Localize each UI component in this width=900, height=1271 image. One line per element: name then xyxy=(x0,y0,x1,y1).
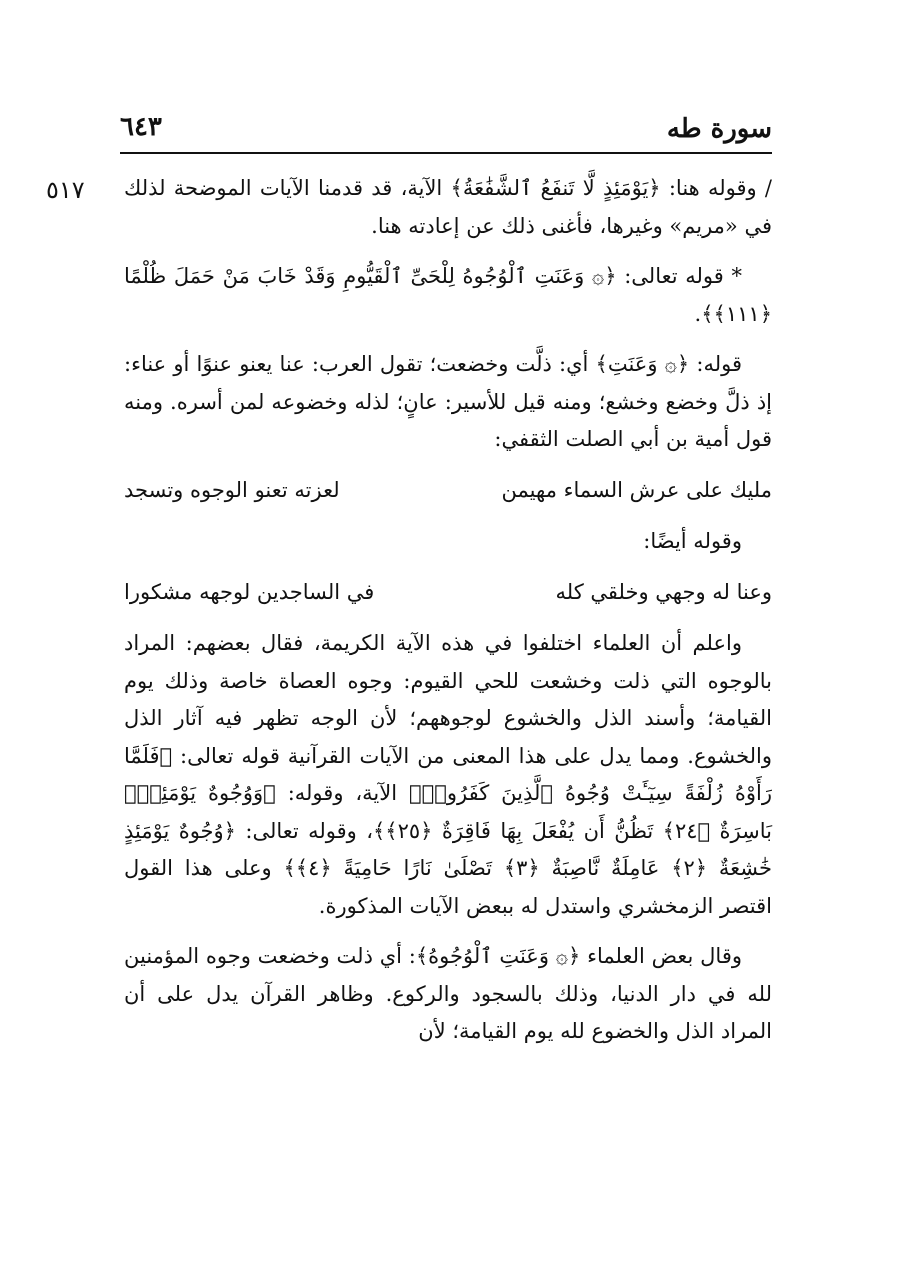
page-number: ٦٤٣ xyxy=(120,112,162,142)
verse-intro: وقوله أيضًا: xyxy=(643,529,742,553)
paragraph-explanation: قوله: ﴿۞ وَعَنَتِ﴾ أي: ذلَّت وخضعت؛ تقول العرب: عنا يعنو عنوًا أو عناء: إذ ذلَّ وخضع وخشع؛ ومنه قيل للأسير: عانٍ؛ لذله وخضوعه لمن أسره. ومنه قول أمية بن أبي الصلت الثقفي: xyxy=(124,352,772,451)
surah-title: سورة طه xyxy=(666,114,772,144)
page-content xyxy=(124,170,772,1064)
paragraph-verse-heading: * قوله تعالى: ﴿۞ وَعَنَتِ ٱلْوُجُوهُ لِلْحَىِّ ٱلْقَيُّومِ وَقَدْ خَابَ مَنْ حَمَلَ ظُلْمًا ﴿١١١﴾﴾. xyxy=(124,264,772,326)
verse-2-second-hemistich: في الساجدين لوجهه مشكورا xyxy=(124,579,375,604)
verse-2-first-hemistich: وعنا له وجهي وخلقي كله xyxy=(555,579,772,604)
page-header xyxy=(120,108,772,154)
paragraph-intro: / وقوله هنا: ﴿يَوْمَئِذٍ لَّا تَنفَعُ ٱلشَّفَٰعَةُ﴾ الآية، قد قدمنا الآيات الموضحة لذلك في «مريم» وغيرها، فأغنى ذلك عن إعادته هنا. xyxy=(124,176,772,238)
poem-verse-2 xyxy=(124,574,772,612)
verse-1-first-hemistich: مليك على عرش السماء مهيمن xyxy=(501,477,772,502)
margin-page-number: ٥١٧ xyxy=(46,176,85,204)
paragraph-scholars-1: واعلم أن العلماء اختلفوا في هذه الآية الكريمة، فقال بعضهم: المراد بالوجوه التي ذلت وخشعت للحي القيوم: وجوه العصاة خاصة وذلك يوم القيامة؛ وأسند الذل والخشوع لوجوههم؛ لأن الوجه تظهر فيه آثار الذل والخشوع. ومما يدل على هذا المعنى من الآيات القرآنية قوله تعالى: ﴿فَلَمَّا رَأَوْهُ زُلْفَةً سِيٓـَٔتْ وُجُوهُ ٱلَّذِينَ كَفَرُوا۟﴾ الآية، وقوله: ﴿وَوُجُوهٌ يَوْمَئِذٍۭ بَاسِرَةٌ ﴿٢٤﴾ تَظُنُّ أَن يُفْعَلَ بِهَا فَاقِرَةٌ ﴿٢٥﴾﴾، وقوله تعالى: ﴿وُجُوهٌ يَوْمَئِذٍ خَٰشِعَةٌ ﴿٢﴾ عَامِلَةٌ نَّاصِبَةٌ ﴿٣﴾ تَصْلَىٰ نَارًا حَامِيَةً ﴿٤﴾﴾ وعلى هذا القول اقتصر الزمخشري واستدل له ببعض الآيات المذكورة. xyxy=(124,631,773,918)
poem-verse-1 xyxy=(124,472,772,510)
verse-1-second-hemistich: لعزته تعنو الوجوه وتسجد xyxy=(124,477,340,502)
paragraph-scholars-2: وقال بعض العلماء ﴿۞ وَعَنَتِ ٱلْوُجُوهُ﴾: أي ذلت وخضعت وجوه المؤمنين لله في دار الدنيا، وذلك بالسجود والركوع. وظاهر القرآن يدل على أن المراد الذل والخضوع لله يوم القيامة؛ لأن xyxy=(124,944,772,1043)
